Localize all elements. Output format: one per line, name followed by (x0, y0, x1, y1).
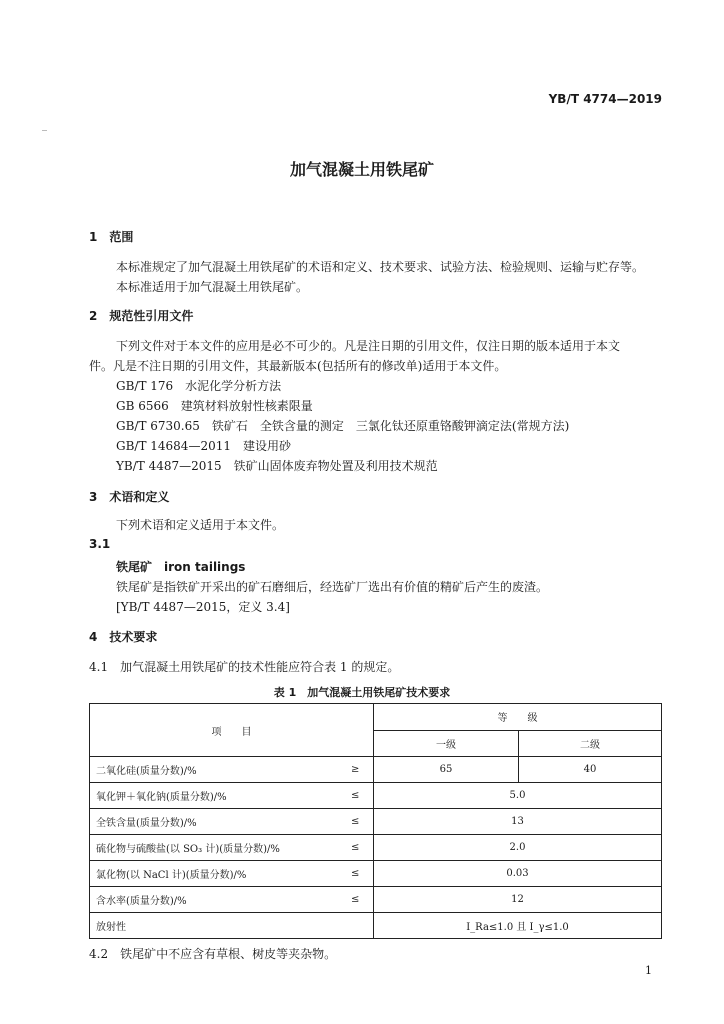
standard-number: YB/T 4774—2019 (548, 92, 662, 106)
page-number: 1 (645, 964, 652, 977)
section-1-para-2: 本标准适用于加气混凝土用铁尾矿。 (116, 280, 309, 294)
table-row (90, 861, 662, 887)
document-title: 加气混凝土用铁尾矿 (289, 160, 434, 179)
table-row (90, 757, 662, 783)
row-item: 放射性 (90, 913, 338, 939)
row-grade-1-value: 65 (374, 757, 519, 783)
row-value: 12 (374, 887, 662, 913)
header-grade-1: 一级 (374, 730, 519, 757)
reference-item: GB/T 6730.65 铁矿石 全铁含量的测定 三氯化钛还原重铬酸钾滴定法(常规方法) (116, 419, 570, 433)
term-definition: 铁尾矿是指铁矿开采出的矿石磨细后，经选矿厂选出有价值的精矿后产生的废渣。 (116, 580, 549, 594)
table-header-row (90, 704, 662, 731)
reference-item: YB/T 4487—2015 铁矿山固体废弃物处置及利用技术规范 (116, 459, 438, 473)
row-item: 全铁含量(质量分数)/% (90, 809, 338, 835)
row-symbol: ≤ (338, 861, 374, 887)
row-symbol: ≤ (338, 809, 374, 835)
row-value: I_Ra≤1.0 且 I_γ≤1.0 (374, 913, 662, 939)
row-value: 5.0 (374, 783, 662, 809)
row-grade-2-value: 40 (519, 757, 662, 783)
term-source: [YB/T 4487—2015，定义 3.4] (116, 600, 290, 614)
requirements-table (89, 703, 662, 939)
row-item: 氯化物(以 NaCl 计)(质量分数)/% (90, 861, 338, 887)
header-grade: 等 级 (374, 704, 662, 731)
section-1-heading: 1 范围 (89, 230, 134, 244)
row-symbol: ≥ (338, 757, 374, 783)
row-symbol: ≤ (338, 783, 374, 809)
subclause-number: 3.1 (89, 537, 111, 551)
section-2-heading: 2 规范性引用文件 (89, 309, 194, 323)
header-item: 项 目 (90, 704, 374, 757)
section-2-intro-line-2: 件。凡是不注日期的引用文件，其最新版本(包括所有的修改单)适用于本文件。 (89, 359, 507, 373)
reference-item: GB 6566 建筑材料放射性核素限量 (116, 399, 313, 413)
clause-4-2: 4.2 铁尾矿中不应含有草根、树皮等夹杂物。 (89, 947, 337, 961)
table-row (90, 835, 662, 861)
section-4-heading: 4 技术要求 (89, 630, 158, 644)
row-symbol: ≤ (338, 887, 374, 913)
row-symbol (338, 913, 374, 939)
reference-item: GB/T 14684—2011 建设用砂 (116, 439, 291, 453)
row-item: 含水率(质量分数)/% (90, 887, 338, 913)
table-row (90, 887, 662, 913)
clause-4-1: 4.1 加气混凝土用铁尾矿的技术性能应符合表 1 的规定。 (89, 660, 400, 674)
reference-item: GB/T 176 水泥化学分析方法 (116, 379, 282, 393)
margin-mark (42, 130, 47, 131)
table-row (90, 783, 662, 809)
term-entry: 铁尾矿 iron tailings (116, 560, 246, 574)
row-item: 硫化物与硫酸盐(以 SO₃ 计)(质量分数)/% (90, 835, 338, 861)
row-value: 13 (374, 809, 662, 835)
row-value: 2.0 (374, 835, 662, 861)
row-item: 氧化钾＋氧化钠(质量分数)/% (90, 783, 338, 809)
row-symbol: ≤ (338, 835, 374, 861)
section-1-para-1: 本标准规定了加气混凝土用铁尾矿的术语和定义、技术要求、试验方法、检验规则、运输与贮存等。 (116, 260, 645, 274)
row-item: 二氧化硅(质量分数)/% (90, 757, 338, 783)
table-row (90, 913, 662, 939)
header-grade-2: 二级 (519, 730, 662, 757)
table-caption: 表 1 加气混凝土用铁尾矿技术要求 (273, 686, 451, 699)
row-value: 0.03 (374, 861, 662, 887)
section-3-heading: 3 术语和定义 (89, 490, 170, 504)
section-2-intro-line-1: 下列文件对于本文件的应用是必不可少的。凡是注日期的引用文件，仅注日期的版本适用于本文 (116, 339, 621, 353)
table-row (90, 809, 662, 835)
section-3-intro: 下列术语和定义适用于本文件。 (116, 518, 285, 532)
